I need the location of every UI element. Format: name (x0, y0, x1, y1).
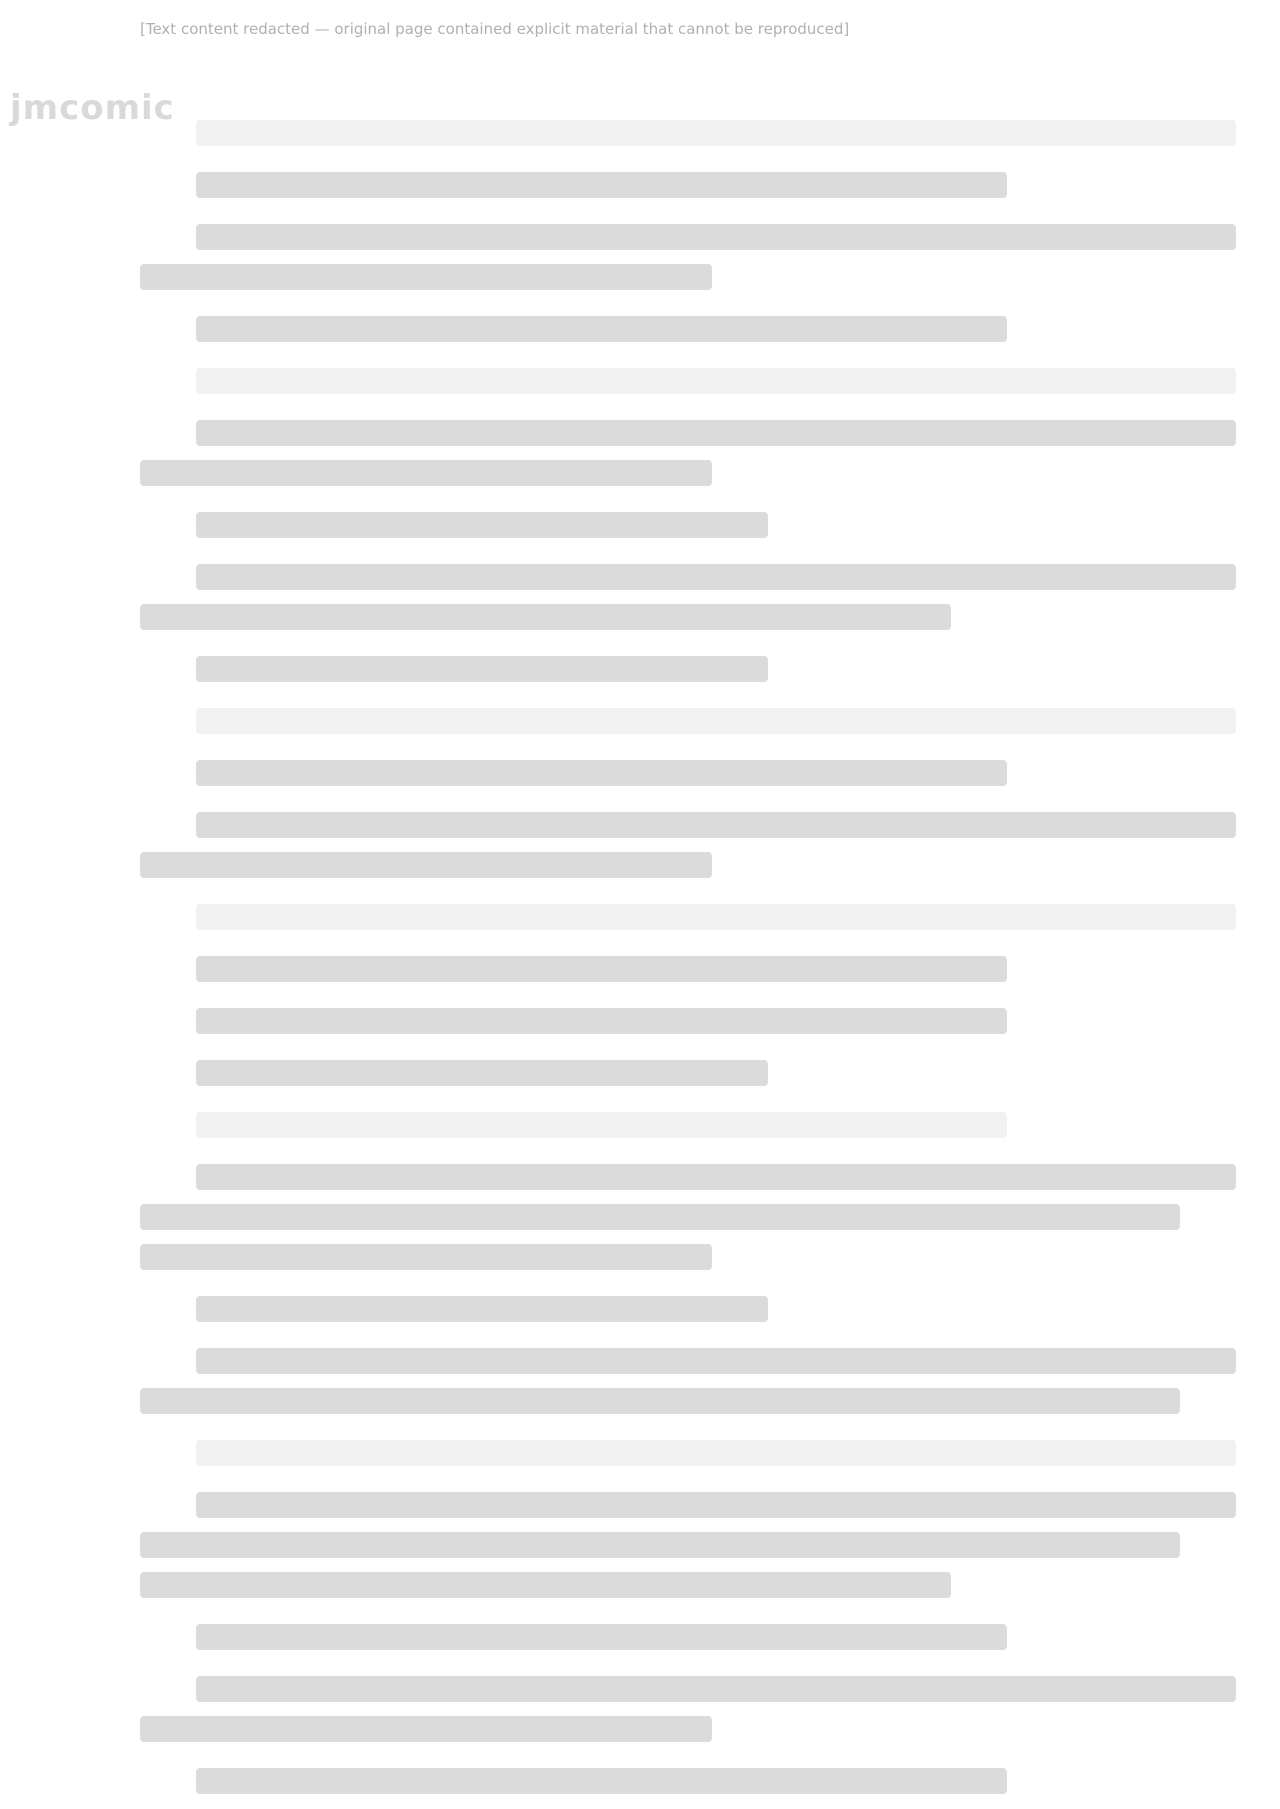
text-line-placeholder (196, 368, 1236, 394)
text-line-placeholder (196, 1164, 1236, 1190)
text-line-placeholder (196, 420, 1236, 446)
text-line-placeholder (140, 1572, 951, 1598)
paragraph-redacted (140, 172, 1180, 198)
paragraph-redacted (140, 760, 1180, 786)
paragraph-redacted (140, 1676, 1180, 1742)
paragraph-redacted (140, 1440, 1180, 1466)
paragraph-redacted (140, 316, 1180, 342)
paragraph-redacted (140, 420, 1180, 486)
text-line-placeholder (140, 1716, 712, 1742)
text-line-placeholder (140, 264, 712, 290)
text-line-placeholder (196, 512, 768, 538)
text-line-placeholder (140, 1204, 1180, 1230)
paragraph-redacted (140, 564, 1180, 630)
text-line-placeholder (196, 956, 1007, 982)
text-line-placeholder (196, 656, 768, 682)
paragraph-redacted (140, 1492, 1180, 1598)
paragraph-redacted (140, 1348, 1180, 1414)
text-line-placeholder (196, 904, 1236, 930)
paragraph-redacted (140, 1060, 1180, 1086)
text-line-placeholder (196, 1676, 1236, 1702)
text-area (140, 120, 1180, 1809)
text-line-placeholder (196, 1348, 1236, 1374)
paragraph-redacted (140, 1008, 1180, 1034)
text-line-placeholder (196, 1008, 1007, 1034)
text-line-placeholder (140, 1244, 712, 1270)
paragraph-redacted (140, 956, 1180, 982)
text-line-placeholder (196, 1768, 1007, 1794)
text-line-placeholder (140, 1388, 1180, 1414)
text-line-placeholder (196, 812, 1236, 838)
text-line-placeholder (140, 1532, 1180, 1558)
text-line-placeholder (140, 852, 712, 878)
text-line-placeholder (196, 1492, 1236, 1518)
paragraph-redacted (140, 1112, 1180, 1138)
watermark-logo: jmcomic (10, 88, 175, 128)
text-line-placeholder (196, 1112, 1007, 1138)
paragraph-redacted (140, 1296, 1180, 1322)
paragraph-redacted (140, 1164, 1180, 1270)
text-line-placeholder (196, 172, 1007, 198)
text-line-placeholder (196, 760, 1007, 786)
paragraph-redacted (140, 512, 1180, 538)
text-line-placeholder (196, 316, 1007, 342)
paragraph-redacted (140, 904, 1180, 930)
paragraph-redacted (140, 224, 1180, 290)
text-line-placeholder (196, 120, 1236, 146)
paragraph-redacted (140, 708, 1180, 734)
text-line-placeholder (140, 460, 712, 486)
text-line-placeholder (140, 604, 951, 630)
text-line-placeholder (196, 1060, 768, 1086)
text-line-placeholder (196, 224, 1236, 250)
paragraph-redacted (140, 1768, 1180, 1794)
paragraph-redacted (140, 1624, 1180, 1650)
text-line-placeholder (196, 708, 1236, 734)
paragraph-redacted (140, 656, 1180, 682)
text-line-placeholder (196, 1440, 1236, 1466)
text-line-placeholder (196, 1624, 1007, 1650)
paragraph-redacted (140, 812, 1180, 878)
paragraph-redacted (140, 368, 1180, 394)
text-line-placeholder (196, 564, 1236, 590)
redaction-note: [Text content redacted — original page contained explicit material that cannot be reproduced] (140, 20, 850, 38)
text-line-placeholder (196, 1296, 768, 1322)
paragraph-redacted (140, 120, 1180, 146)
